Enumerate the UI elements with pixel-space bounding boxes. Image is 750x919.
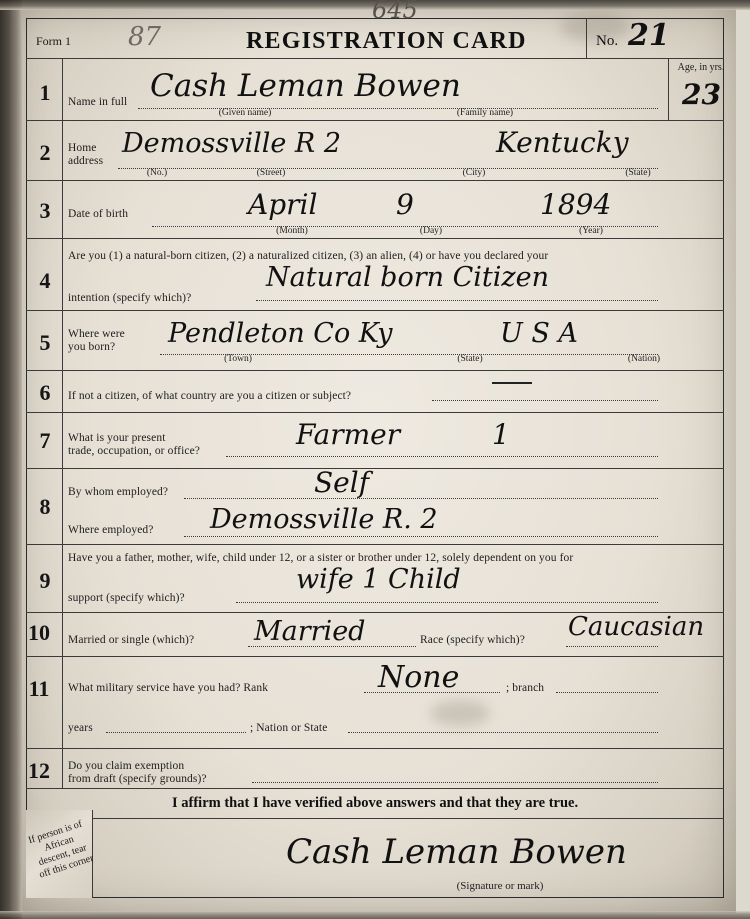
answer-home-address-street: Demossville R 2: [122, 128, 342, 159]
caption-state: (State): [625, 168, 651, 178]
row-number-12: 12: [28, 758, 50, 783]
row-label-11-nation: ; Nation or State: [250, 722, 328, 734]
row-dotted-rule-4: [256, 300, 658, 301]
age-box-label: Age, in yrs.: [677, 62, 725, 73]
answer-home-address-state: Kentucky: [496, 126, 629, 159]
signature-caption: (Signature or mark): [456, 880, 544, 892]
row-label-2b: address: [68, 155, 104, 167]
row-dotted-rule-2: [118, 168, 658, 169]
row-divider-12: [26, 788, 724, 789]
row-label-6: If not a citizen, of what country are you a citizen or subject?: [68, 390, 352, 402]
row-divider-6: [26, 412, 724, 413]
row-divider-2: [26, 180, 724, 181]
serial-number-label: No.: [596, 33, 619, 49]
row-label-5b: you born?: [68, 341, 116, 353]
row-dotted-rule-12: [252, 782, 658, 783]
caption-day: (Day): [419, 226, 443, 236]
header-divider: [26, 58, 724, 59]
answer-birth-day: 9: [396, 188, 414, 221]
row-dotted-rule-9: [236, 602, 658, 603]
row-label-4b: intention (specify which)?: [68, 292, 192, 304]
answer-citizenship-status: Natural born Citizen: [266, 262, 549, 293]
tear-off-corner-note: If person is of African descent, tear off this corner: [27, 818, 95, 881]
row-number-8: 8: [39, 494, 51, 519]
answer-birthplace-nation: U S A: [500, 318, 578, 349]
row-number-7: 7: [39, 428, 51, 453]
answer-occupation: Farmer: [296, 418, 401, 451]
answer-foreign-citizenship-dash: [492, 382, 532, 384]
row-number-4: 4: [39, 268, 51, 293]
row-divider-7: [26, 468, 724, 469]
signature-value: Cash Leman Bowen: [286, 832, 627, 872]
row-label-11b: years: [68, 722, 93, 734]
row-dotted-rule-10b: [566, 646, 658, 647]
age-value: 23: [682, 78, 721, 111]
row-divider-5: [26, 370, 724, 371]
serial-number-value: 21: [628, 18, 670, 53]
caption-given-name: (Given name): [218, 108, 272, 118]
row-label-3: Date of birth: [68, 208, 129, 220]
row-label-9a: Have you a father, mother, wife, child under 12, or a sister or brother under 12, solely dependent on you for: [68, 552, 574, 564]
row-number-3: 3: [39, 198, 51, 223]
row-label-11-branch: ; branch: [506, 682, 545, 694]
answer-name-in-full: Cash Leman Bowen: [150, 68, 461, 104]
row-divider-3: [26, 238, 724, 239]
row-divider-4: [26, 310, 724, 311]
row-divider-11: [26, 748, 724, 749]
caption-town: (Town): [224, 354, 252, 364]
row-dotted-rule-6: [432, 400, 658, 401]
row-label-9b: support (specify which)?: [68, 592, 185, 604]
row-dotted-rule-11d: [348, 732, 658, 733]
answer-birth-month: April: [248, 188, 318, 221]
row-label-12a: Do you claim exemption: [68, 760, 185, 772]
row-label-11a: What military service have you had? Rank: [68, 682, 269, 694]
row-label-12b: from draft (specify grounds)?: [68, 773, 207, 785]
bottom-page-edge-shadow: [0, 911, 750, 919]
row-divider-1: [26, 120, 724, 121]
caption-family-name: (Family name): [456, 108, 514, 118]
row-dotted-rule-11b: [556, 692, 658, 693]
row-label-8b: Where employed?: [68, 524, 154, 536]
row-number-11: 11: [28, 676, 50, 701]
affirmation-divider: [26, 818, 724, 819]
form-number-label: Form 1: [36, 34, 72, 48]
answer-birthplace-town: Pendleton Co Ky: [168, 318, 393, 349]
row-number-5: 5: [39, 330, 51, 355]
answer-marital-status: Married: [254, 616, 366, 647]
row-number-9: 9: [39, 568, 51, 593]
row-label-7a: What is your present: [68, 432, 166, 444]
caption-nation: (Nation): [627, 354, 661, 364]
row-label-5a: Where were: [68, 328, 125, 340]
row-label-4a: Are you (1) a natural-born citizen, (2) a naturalized citizen, (3) an alien, (4) or have you declared your: [68, 250, 549, 262]
left-page-edge-shadow: [0, 0, 22, 919]
answer-dependents: wife 1 Child: [296, 564, 461, 595]
caption-year: (Year): [579, 226, 603, 236]
caption-no: (No.): [146, 168, 168, 178]
row-label-10b: Race (specify which)?: [420, 634, 525, 646]
row-divider-10: [26, 656, 724, 657]
caption-month: (Month): [276, 226, 308, 236]
row-divider-8: [26, 544, 724, 545]
affirmation-statement: I affirm that I have verified above answers and that they are true.: [172, 795, 579, 811]
row-label-7b: trade, occupation, or office?: [68, 445, 200, 457]
row-label-10a: Married or single (which)?: [68, 634, 195, 646]
answer-race: Caucasian: [568, 612, 705, 642]
caption-street: (Street): [256, 168, 286, 178]
row-dotted-rule-8a: [184, 498, 658, 499]
header-vertical-divider: [586, 18, 587, 58]
caption-city: (City): [462, 168, 486, 178]
row-dotted-rule-11c: [106, 732, 246, 733]
row-label-1: Name in full: [68, 96, 128, 108]
top-pencil-scrawl: 87: [128, 22, 162, 52]
answer-work-location: Demossville R. 2: [210, 504, 438, 535]
row-label-2a: Home: [68, 142, 97, 154]
answer-employer: Self: [314, 466, 370, 499]
answer-occupation-extra: 1: [492, 418, 510, 451]
number-column-divider: [62, 58, 63, 788]
row-number-10: 10: [28, 620, 50, 645]
row-number-6: 6: [39, 380, 51, 405]
age-column-divider: [668, 58, 669, 120]
row-number-2: 2: [39, 140, 51, 165]
top-pencil-scrawl-2: 645: [372, 0, 418, 24]
answer-military-rank: None: [378, 660, 460, 695]
row-dotted-rule-7: [226, 456, 658, 457]
answer-birth-year: 1894: [540, 188, 612, 221]
row-number-1: 1: [39, 80, 51, 105]
row-dotted-rule-8b: [184, 536, 658, 537]
page-title: REGISTRATION CARD: [246, 28, 527, 54]
caption-birth-state: (State): [457, 354, 483, 364]
row-label-8a: By whom employed?: [68, 486, 169, 498]
